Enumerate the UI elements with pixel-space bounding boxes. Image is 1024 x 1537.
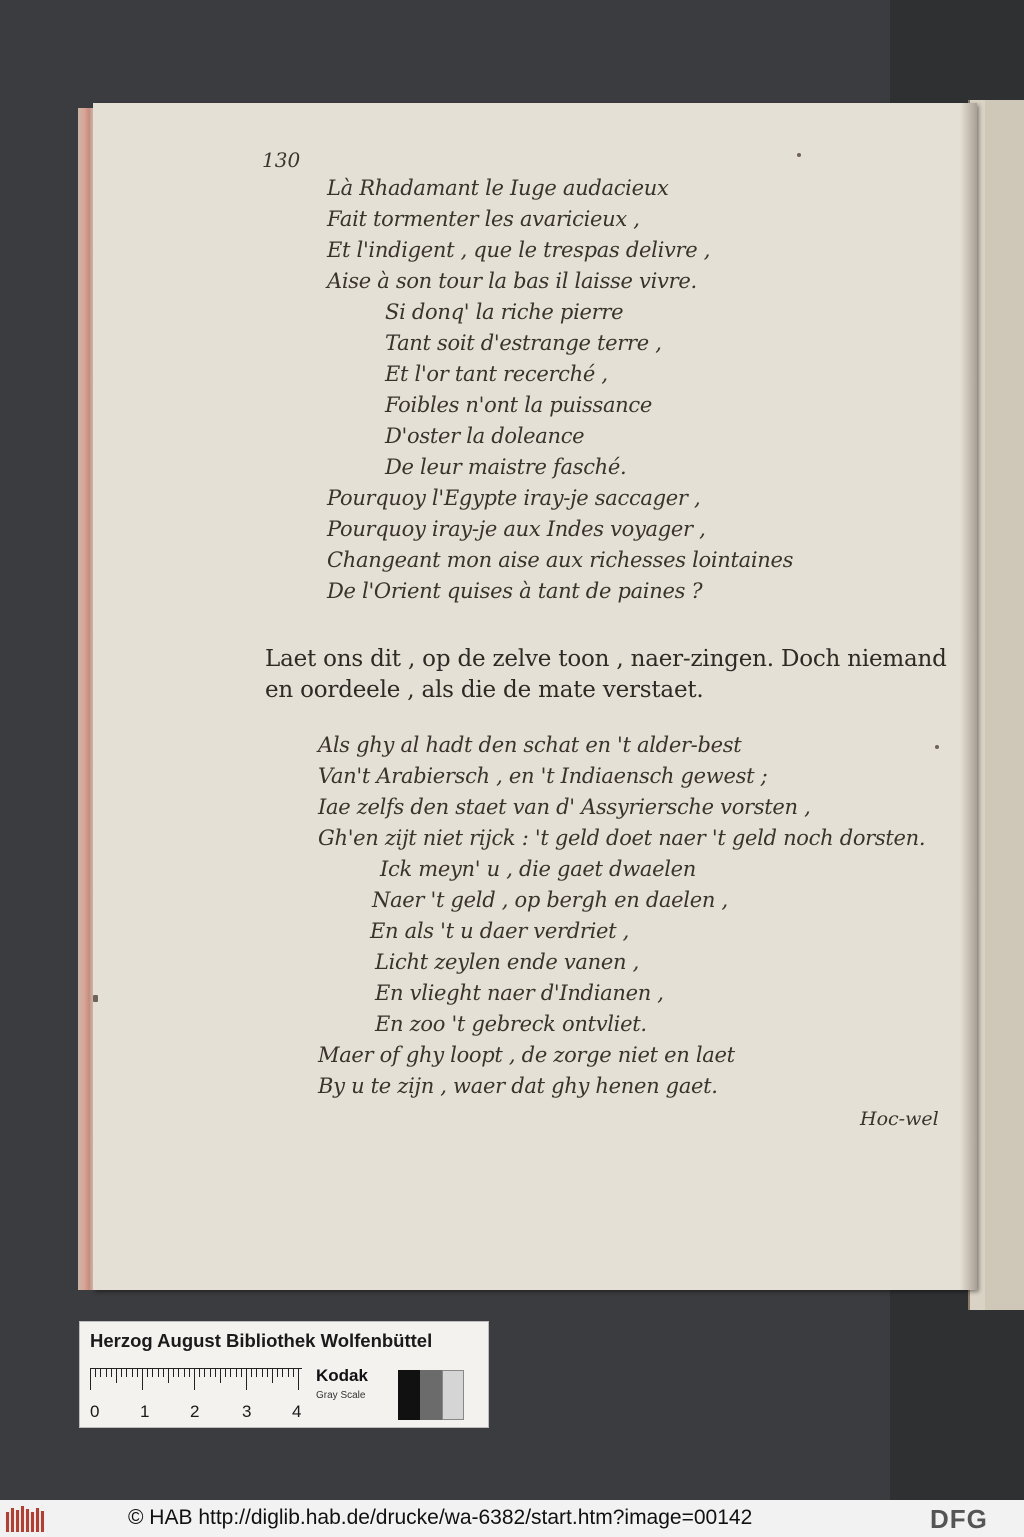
- next-page-fore-edge: [985, 100, 1024, 1310]
- poem-line: Ick meyn' u , die gaet dwaelen: [380, 857, 696, 881]
- ruler-tick: [184, 1368, 185, 1377]
- ruler-tick: [142, 1368, 143, 1390]
- gray-scale-label: Gray Scale: [316, 1390, 366, 1401]
- color-calibration-card: [79, 1321, 489, 1428]
- ruler-number: 2: [190, 1402, 200, 1421]
- ruler-number: 4: [292, 1402, 302, 1421]
- ruler-tick: [173, 1368, 174, 1377]
- ruler-tick: [215, 1368, 216, 1377]
- ruler-tick: [95, 1368, 96, 1377]
- ruler-tick: [230, 1368, 231, 1377]
- poem-line: Tant soit d'estrange terre ,: [385, 331, 662, 355]
- paper-speck: [935, 745, 939, 749]
- kodak-logo: Kodak: [316, 1366, 368, 1385]
- poem-line: Van't Arabiersch , en 't Indiaensch gewest ;: [318, 764, 768, 788]
- hab-logo-icon: [6, 1506, 46, 1532]
- ruler-tick: [282, 1368, 283, 1377]
- poem-line: En zoo 't gebreck ontvliet.: [375, 1012, 647, 1036]
- ruler-tick: [137, 1368, 138, 1377]
- paper-speck: [797, 153, 801, 157]
- ruler-tick: [210, 1368, 211, 1377]
- ruler-tick: [168, 1368, 169, 1383]
- gray-swatch-light: [442, 1370, 464, 1420]
- ruler-tick: [163, 1368, 164, 1377]
- poem-line: Là Rhadamant le Iuge audacieux: [327, 176, 669, 200]
- page-fore-edge: [78, 108, 94, 1290]
- ruler-tick: [220, 1368, 221, 1383]
- ruler-tick: [111, 1368, 112, 1377]
- poem-line: Si donq' la riche pierre: [385, 300, 624, 324]
- ruler-tick: [236, 1368, 237, 1377]
- page-number: 130: [262, 148, 301, 172]
- poem-line: D'oster la doleance: [385, 424, 585, 448]
- ruler-tick: [158, 1368, 159, 1377]
- poem-line: Et l'indigent , que le trespas delivre ,: [327, 238, 711, 262]
- ruler-tick: [147, 1368, 148, 1377]
- poem-line: En als 't u daer verdriet ,: [370, 919, 630, 943]
- ruler-tick: [225, 1368, 226, 1377]
- ruler-tick: [298, 1368, 299, 1390]
- poem-line: Als ghy al hadt den schat en 't alder-best: [318, 733, 742, 757]
- poem-line: By u te zijn , waer dat ghy henen gaet.: [318, 1074, 718, 1098]
- dfg-logo: DFG: [930, 1504, 988, 1534]
- ruler-tick: [204, 1368, 205, 1377]
- ruler-tick: [152, 1368, 153, 1377]
- ruler-tick: [100, 1368, 101, 1377]
- footer-bar: [0, 1500, 1024, 1537]
- ruler-scale: [90, 1402, 320, 1424]
- poem-line: Iae zelfs den staet van d' Assyriersche vorsten ,: [318, 795, 811, 819]
- poem-line: Licht zeylen ende vanen ,: [375, 950, 639, 974]
- ruler-tick: [189, 1368, 190, 1377]
- ruler-tick: [199, 1368, 200, 1377]
- catchword: Hoc-wel: [860, 1108, 939, 1130]
- ruler-tick: [178, 1368, 179, 1377]
- card-title: Herzog August Bibliothek Wolfenbüttel: [90, 1330, 433, 1351]
- poem-line: De leur maistre fasché.: [385, 455, 627, 479]
- ruler-tick: [116, 1368, 117, 1383]
- poem-line: Changeant mon aise aux richesses lointaines: [327, 548, 794, 572]
- ruler-tick: [277, 1368, 278, 1377]
- ruler-tick: [132, 1368, 133, 1377]
- poem-line: Naer 't geld , op bergh en daelen ,: [372, 888, 728, 912]
- poem-line: Aise à son tour la bas il laisse vivre.: [327, 269, 697, 293]
- poem-line: Foibles n'ont la puissance: [385, 393, 652, 417]
- ruler-tick: [293, 1368, 294, 1377]
- poem-line: Fait tormenter les avaricieux ,: [327, 207, 640, 231]
- ruler-number: 3: [242, 1402, 252, 1421]
- ruler: [90, 1368, 302, 1390]
- paper-mark: [93, 995, 98, 1002]
- poem-line: Pourquoy iray-je aux Indes voyager ,: [327, 517, 706, 541]
- poem-line: Maer of ghy loopt , de zorge niet en laet: [318, 1043, 735, 1067]
- ruler-tick: [106, 1368, 107, 1377]
- ruler-tick: [272, 1368, 273, 1383]
- ruler-tick: [267, 1368, 268, 1377]
- poem-line: En vlieght naer d'Indianen ,: [375, 981, 664, 1005]
- source-link[interactable]: © HAB http://diglib.hab.de/drucke/wa-6382/start.htm?image=00142: [128, 1506, 753, 1529]
- poem-line: Pourquoy l'Egypte iray-je saccager ,: [327, 486, 701, 510]
- gray-swatch-mid: [420, 1370, 442, 1420]
- ruler-tick: [246, 1368, 247, 1390]
- poem-line: Et l'or tant recerché ,: [385, 362, 608, 386]
- poem-line: Gh'en zijt niet rijck : 't geld doet naer 't geld noch dorsten.: [318, 826, 926, 850]
- gray-swatch-black: [398, 1370, 420, 1420]
- ruler-tick: [121, 1368, 122, 1377]
- ruler-tick: [288, 1368, 289, 1377]
- ruler-number: 1: [140, 1402, 150, 1421]
- ruler-tick: [262, 1368, 263, 1377]
- ruler-number: 0: [90, 1402, 100, 1421]
- poem-line: De l'Orient quises à tant de paines ?: [327, 579, 703, 603]
- prose-paragraph: Laet ons dit , op de zelve toon , naer-zingen. Doch niemand en oordeele , als die de mate verstaet.: [265, 646, 947, 703]
- ruler-tick: [126, 1368, 127, 1377]
- ruler-tick: [256, 1368, 257, 1377]
- ruler-tick: [90, 1368, 91, 1390]
- ruler-tick: [251, 1368, 252, 1377]
- gutter-shadow: [960, 103, 977, 1290]
- ruler-tick: [241, 1368, 242, 1377]
- ruler-tick: [194, 1368, 195, 1390]
